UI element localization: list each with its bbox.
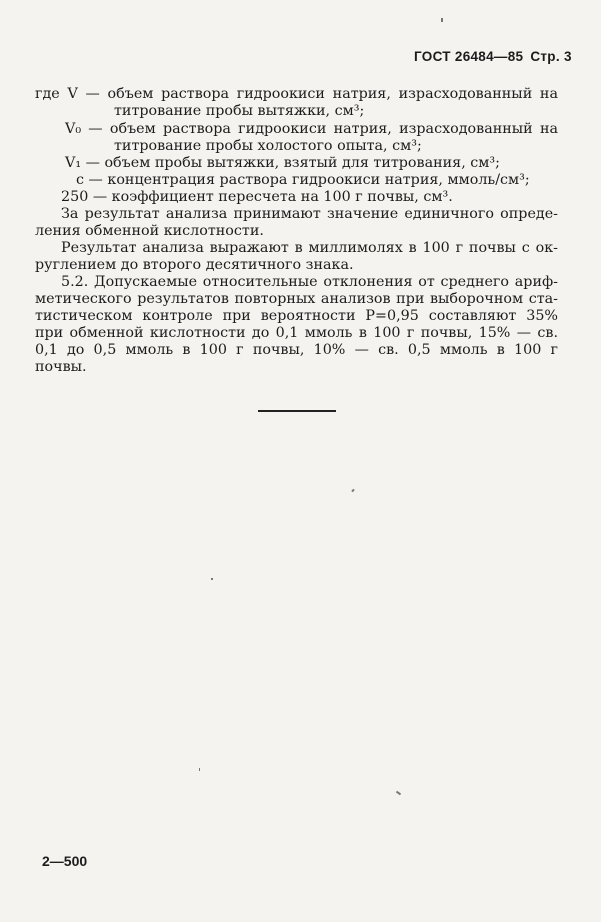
scan-speck	[211, 578, 213, 580]
scan-speck	[351, 489, 354, 493]
page-header	[414, 49, 572, 64]
section-end-rule	[258, 410, 336, 412]
text-line: тистическом контроле при вероятности P=0,95 составляют 35%	[35, 308, 558, 324]
page-number: Стр. 3	[530, 49, 572, 64]
scan-speck	[199, 768, 200, 771]
text-line: 250 — коэффициент пересчета на 100 г почвы, см³.	[61, 189, 453, 205]
text-line: титрование пробы холостого опыта, см³;	[114, 138, 422, 154]
text-line: 5.2. Допускаемые относительные отклонения от среднего ариф-	[61, 274, 558, 290]
scan-speck	[396, 791, 401, 796]
scan-speck	[441, 18, 443, 22]
text-line: почвы.	[35, 359, 87, 375]
text-line: V₁ — объем пробы вытяжки, взятый для титрования, см³;	[65, 155, 500, 171]
standard-number: ГОСТ 26484—85	[414, 49, 524, 64]
text-line: V₀ — объем раствора гидроокиси натрия, израсходованный на	[65, 121, 558, 137]
text-line: титрование пробы вытяжки, см³;	[114, 103, 365, 119]
text-line: 0,1 до 0,5 ммоль в 100 г почвы, 10% — св. 0,5 ммоль в 100 г	[35, 342, 558, 358]
text-line: ления обменной кислотности.	[35, 223, 264, 239]
print-mark: 2—500	[42, 853, 88, 869]
text-line: Результат анализа выражают в миллимолях в 100 г почвы с ок-	[61, 240, 558, 256]
text-line: c — концентрация раствора гидроокиси натрия, ммоль/см³;	[76, 172, 530, 188]
text-line: при обменной кислотности до 0,1 ммоль в 100 г почвы, 15% — св.	[35, 325, 558, 341]
text-line: метического результатов повторных анализов при выборочном ста-	[35, 291, 558, 307]
text-line: руглением до второго десятичного знака.	[35, 257, 354, 273]
text-line: где V — объем раствора гидроокиси натрия, израсходованный на	[35, 86, 558, 102]
text-line: За результат анализа принимают значение единичного опреде-	[61, 206, 558, 222]
